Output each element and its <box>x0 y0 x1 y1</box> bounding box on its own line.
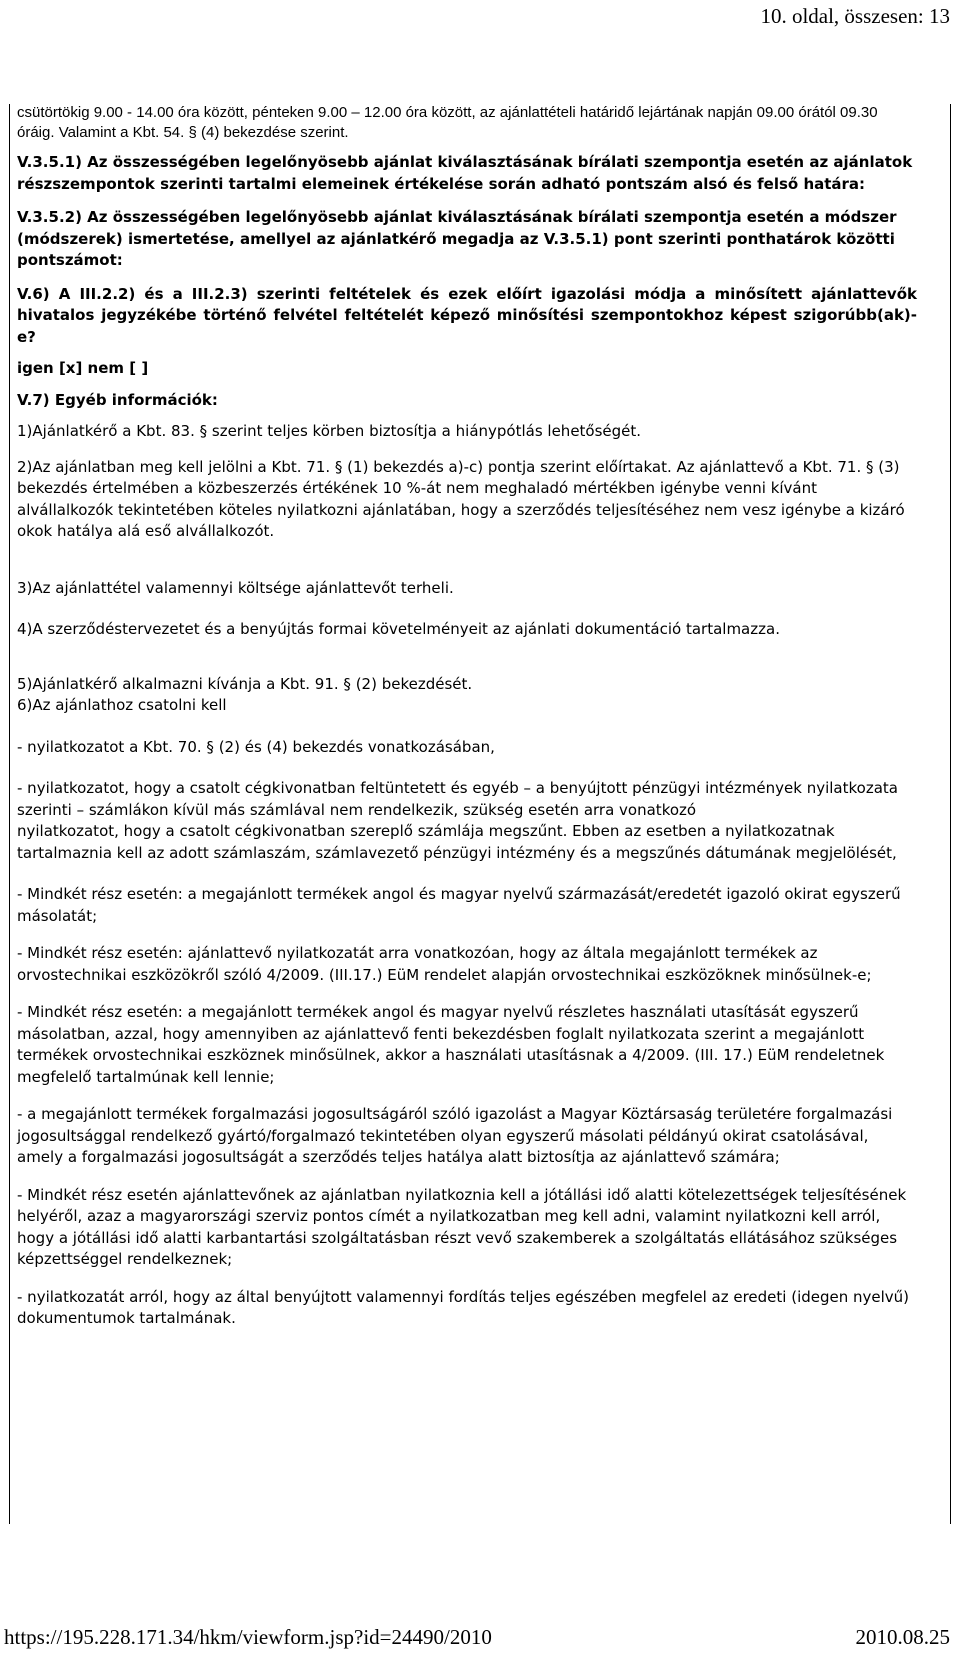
page-footer <box>0 1624 960 1650</box>
info-item-4: 4)A szerződéstervezetet és a benyújtás formai követelményeit az ajánlati dokumentáció tartalmazza. <box>17 620 780 638</box>
main-content <box>17 152 917 1330</box>
print-date: 2010.08.25 <box>855 1625 950 1649</box>
attachment-item-e: - Mindkét rész esetén: a megajánlott termékek angol és magyar nyelvű részletes használati utasítását egyszerű másolatban, azzal, hogy amennyiben az ajánlattevő fenti bekezdésben foglalt nyilatkozata szerint a megajánlott termékek orvostechnikai eszköznek minősülnek, akkor a használati utasításnak a 4/2009. (III. 17.) EüM rendeletnek megfelelő tartalmúnak kell lennie; <box>17 1003 885 1086</box>
info-item-2: 2)Az ajánlatban meg kell jelölni a Kbt. 71. § (1) bekezdés a)-c) pontja szerint előírtakat. Az ajánlattevő a Kbt. 71. § (3) bekezdés értelmében a közbeszerzés értékének 10 %-át nem meghaladó mértékben igénybe venni kívánt alvállalkozók tekintetében köteles nyilatkozni ajánlatában, hogy a szerződés teljesítéséhez nem vesz igénybe a kizáró okok hatálya alá eső alvállalkozót. <box>17 457 905 540</box>
info-item-3: 3)Az ajánlattétel valamennyi költsége ajánlattevőt terheli. <box>17 578 454 597</box>
info-item-5: 5)Ajánlatkérő alkalmazni kívánja a Kbt. 91. § (2) bekezdését. <box>17 674 473 693</box>
attachment-item-b2: nyilatkozatot, hogy a csatolt cégkivonatban szereplő számlája megszűnt. Ebben az esetben a nyilatkozatnak tartalmaznia kell az adott számlaszám, számlavezető pénzügyi intézmény és a megszűnés dátumának megjelölését, <box>17 822 897 862</box>
info-item-6: 6)Az ajánlathoz csatolni kell <box>17 696 227 714</box>
attachment-item-b1: - nyilatkozatot, hogy a csatolt cégkivonatban feltüntetett és egyéb – a benyújtott pénzügyi intézmények nyilatkozata szerinti – számlákon kívül más számlával nem rendelkezik, szükség esetén arra vonatkozó <box>17 779 898 819</box>
info-item-1: 1)Ajánlatkérő a Kbt. 83. § szerint teljes körben biztosítja a hiánypótlás lehetőségét. <box>17 422 642 440</box>
attachment-item-a: - nyilatkozatot a Kbt. 70. § (2) és (4) bekezdés vonatkozásában, <box>17 737 495 756</box>
attachment-item-c: - Mindkét rész esetén: a megajánlott termékek angol és magyar nyelvű származását/eredetét igazoló okirat egyszerű másolatát; <box>17 885 901 925</box>
source-url: https://195.228.171.34/hkm/viewform.jsp?id=24490/2010 <box>4 1625 492 1649</box>
section-v6-answer: igen [x] nem [ ] <box>17 359 149 377</box>
section-v7: V.7) Egyéb információk: <box>17 390 218 409</box>
page-counter: 10. oldal, összesen: 13 <box>760 4 950 28</box>
intro-paragraph: csütörtökig 9.00 - 14.00 óra között, pénteken 9.00 – 12.00 óra között, az ajánlattételi határidő lejártának napján 09.00 órától 09.30 óráig. Valamint a Kbt. 54. § (4) bekezdése szerint. <box>17 104 878 141</box>
section-v351: V.3.5.1) Az összességében legelőnyösebb ajánlat kiválasztásának bírálati szempontja esetén az ajánlatok részszempontok szerinti tartalmi elemeinek értékelése során adható pontszám alsó és felső határa: <box>17 153 913 193</box>
section-v352: V.3.5.2) Az összességében legelőnyösebb ajánlat kiválasztásának bírálati szempontja esetén a módszer (módszerek) ismertetése, amellyel az ajánlatkérő megadja az V.3.5.1) pont szerinti ponthatárok közötti pontszámot: <box>17 208 897 269</box>
attachment-item-d: - Mindkét rész esetén: ajánlattevő nyilatkozatát arra vonatkozóan, hogy az általa megajánlott termékek az orvostechnikai eszközökről szóló 4/2009. (III.17.) EüM rendelet alapján orvostechnikai eszközöknek minősülnek-e; <box>17 944 872 984</box>
attachment-item-h: - nyilatkozatát arról, hogy az által benyújtott valamennyi fordítás teljes egészében megfelel az eredeti (idegen nyelvű) dokumentumok tartalmának. <box>17 1287 910 1327</box>
attachment-item-f: - a megajánlott termékek forgalmazási jogosultságáról szóló igazolást a Magyar Köztársaság területére forgalmazási jogosultsággal rendelkező gyártó/forgalmazó tekintetében olyan egyszerű másolati példányú okirat csatolásával, amely a forgalmazási jogosultságát a szerződés teljes hatálya alatt biztosítja az ajánlattevő számára; <box>17 1105 893 1166</box>
section-v6: V.6) A III.2.2) és a III.2.3) szerinti feltételek és ezek előírt igazolási módja a minősített ajánlattevők hivatalos jegyzékébe történő felvétel feltételét képező minősítési szempontokhoz képest szigorúbb(ak)-e? <box>17 284 917 346</box>
attachment-item-g: - Mindkét rész esetén ajánlattevőnek az ajánlatban nyilatkoznia kell a jótállási idő alatti kötelezettségek teljesítésének helyéről, azaz a magyarországi szerviz pontos címét a nyilatkozatban meg kell adni, valamint nyilatkozni kell arról, hogy a jótállási idő alatti karbantartási szolgáltatásban részt vevő szakemberek a szolgáltatás ellátásához szükséges képzettséggel rendelkeznek; <box>17 1185 907 1268</box>
